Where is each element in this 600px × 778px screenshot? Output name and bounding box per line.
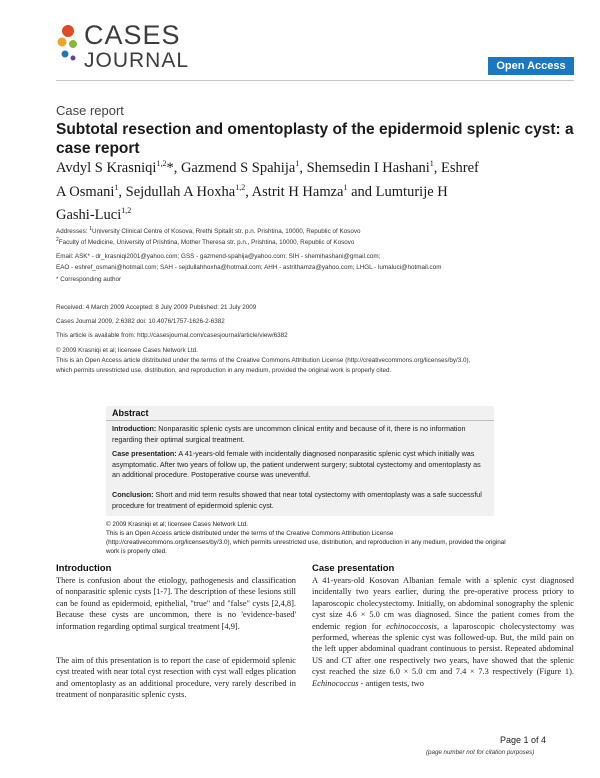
article-title: Subtotal resection and omentoplasty of the epidermoid splenic cyst: a case report bbox=[56, 121, 574, 157]
abstract-copyright: © 2009 Krasniqi et al; licensee Cases Network Ltd. bbox=[106, 521, 248, 528]
abstract-heading: Abstract bbox=[112, 408, 149, 418]
article-url[interactable]: This article is available from: http://casesjournal.com/casesjournal/article/view/6382 bbox=[56, 332, 288, 339]
article-type: Case report bbox=[56, 103, 124, 118]
author: Astrit H Hamza$^1$ and bbox=[251, 182, 376, 200]
email-line-2: EAO - eshref_osmani@hotmail.com; SAH - sejdullahhoxha@hotmail.com; AHH - astrithamza@yahoo.com; LHGL - lumaluci@hotmail.com bbox=[56, 264, 442, 271]
author: Sejdullah A Hoxha$^{1,2}$, bbox=[125, 182, 252, 200]
case-presentation-paragraph: A 41-years-old Kosovan Albanian female with a splenic cyst diagnosed incidentally two years earlier, during the pre-operative process priory to laparoscopic cholecystectomy. Initially, on abdominal sonography the splenic cyst size 4.6 × 5.0 cm was diagnosed. Since the patient comes from the endemic region for echinococcosis, a laparoscopic cholecystectomy was performed, whereas the splenic cyst was followed-up. But, the mild pain on the left upper abdominal quadrant continuous to persist. Repeated abdominal US and CT after one respectively two years, have showed that the splenic cyst reached the size 6.0 × 5.0 cm and 7.4 × 7.3 respectively (Figure 1). Echinococcus - antigen tests, two bbox=[312, 576, 575, 688]
abstract-license: This is an Open Access article distributed under the terms of the Creative Commons Attribution License (http://creativecommons.org/licenses/by/3.0), which permits unrestricted use, distribution, and reproduction in any medium, provided the original work is properly cited. bbox=[106, 530, 506, 555]
introduction-paragraph-1: There is confusion about the etiology, pathogenesis and classification of nonparasitic splenic cysts [1-7]. The description of these lesions still can be found as epidermoid, epithelial, "true" and "false" cysts [2,4,8]. Because these cysts are uncommon, there is no 'evidence-based' information regarding optimal surgical treatment [4,9]. bbox=[56, 576, 296, 631]
abstract-case-presentation: Case presentation: A 41-years-old female with incidentally diagnosed nonparasitic splenic cyst which initially was asymptomatic. After two years of follow up, the patient underwent surgery; subtotal cystectomy and omentoplasty as an additional procedure. Postoperative course was uneventful. bbox=[112, 449, 481, 479]
abstract-introduction: Introduction: Nonparasitic splenic cysts are uncommon clinical entity and because of it, there is no information regarding their optimal surgical treatment. bbox=[112, 424, 466, 444]
abstract-conclusion: Conclusion: Short and mid term results showed that near total cystectomy with omentoplasty was a safe successful procedure for treatment of epidermoid splenic cyst. bbox=[112, 490, 482, 510]
email-line-1: Email: ASK* - dr_krasniqi2001@yahoo.com; GSS - gazmend-spahija@yahoo.com; SIH - shemihashani@gmail.com; bbox=[56, 253, 381, 260]
author-list bbox=[56, 154, 486, 225]
introduction-paragraph-2: The aim of this presentation is to report the case of epidermoid splenic cyst treated with near total cyst resection with cyst wall edges plication and omentoplasty as an additional procedure, very rarely described in treatment of nonparasitic splenic cysts. bbox=[56, 656, 296, 700]
header-divider bbox=[56, 80, 574, 81]
publication-dates: Received: 4 March 2009 Accepted: 8 July 2009 Published: 21 July 2009 bbox=[56, 304, 257, 311]
author: Avdyl S Krasniqi$^{1,2}$*, bbox=[56, 159, 181, 176]
copyright-line-2: This is an Open Access article distributed under the terms of the Creative Commons Attribution License (http://creativecommons.org/licenses/by/3.0), bbox=[56, 357, 471, 364]
case-presentation-heading: Case presentation bbox=[312, 563, 395, 574]
cases-journal-logo-icon bbox=[56, 24, 80, 66]
affiliation-1: Addresses: $^1$University Clinical Centre of Kosova, Rrethi Spitalit str. p.n. Prishtina, 10000, Republic of Kosovo bbox=[56, 226, 361, 236]
corresponding-author: * Corresponding author bbox=[56, 276, 122, 283]
introduction-heading: Introduction bbox=[56, 563, 112, 574]
logo-text-journal: JOURNAL bbox=[84, 49, 190, 72]
logo-text-cases: CASES bbox=[84, 20, 181, 50]
open-access-badge: Open Access bbox=[488, 57, 574, 75]
page-number: Page 1 of 4 bbox=[500, 735, 547, 745]
citation: Cases Journal 2009, 2:6382 doi: 10.4076/1757-1626-2-6382 bbox=[56, 318, 225, 325]
author: Shemsedin I Hashani$^1$, bbox=[306, 159, 442, 176]
author: Lumturije H Gashi-Luci$^{1,2}$ bbox=[56, 183, 448, 224]
copyright-line-3: which permits unrestricted use, distribution, and reproduction in any medium, provided the original work is properly cited. bbox=[56, 367, 392, 374]
abstract-divider bbox=[106, 420, 494, 421]
page-number-note: (page number not for citation purposes) bbox=[426, 749, 535, 756]
author: Eshref A Osmani$^1$, bbox=[56, 159, 479, 200]
author: Gazmend S Spahija$^1$, bbox=[180, 159, 307, 176]
affiliation-2: $^2$Faculty of Medicine, University of Prishtina, Mother Theresa str. p.n., Prishtina, 10000, Republic of Kosovo bbox=[56, 237, 355, 247]
copyright-line-1: © 2009 Krasniqi et al; licensee Cases Network Ltd. bbox=[56, 347, 198, 354]
